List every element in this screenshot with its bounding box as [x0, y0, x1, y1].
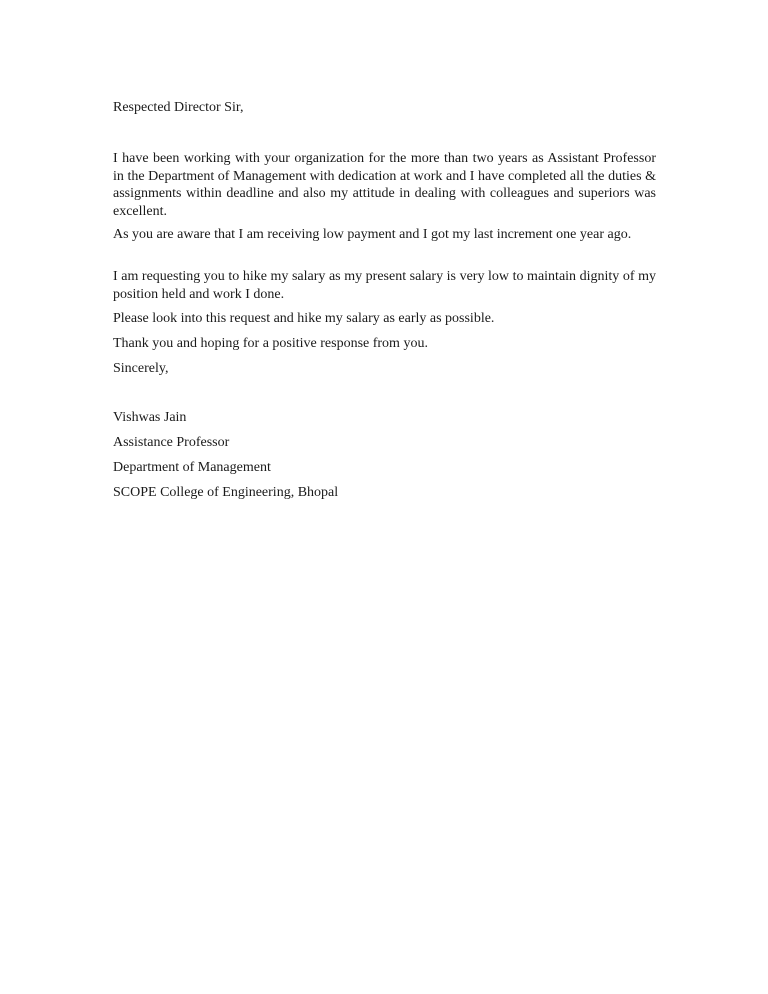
body-paragraph-2: As you are aware that I am receiving low payment and I got my last increment one year ago. [113, 227, 632, 242]
body-paragraph-1: I have been working with your organization for the more than two years as Assistant Professor in the Department of Management with dedication at work and I have completed all the duties & assignments within deadline and also my attitude in dealing with colleagues and superiors was excellent. [113, 151, 656, 219]
body-paragraph-3: I am requesting you to hike my salary as my present salary is very low to maintain dignity of my position held and work I done. [113, 269, 656, 302]
signature-department: Department of Management [113, 460, 271, 475]
signature-organization: SCOPE College of Engineering, Bhopal [113, 485, 339, 500]
body-paragraph-5: Thank you and hoping for a positive response from you. [113, 336, 428, 351]
salutation: Respected Director Sir, [113, 100, 244, 115]
closing: Sincerely, [113, 361, 169, 376]
signature-name: Vishwas Jain [113, 410, 187, 425]
body-paragraph-4: Please look into this request and hike my salary as early as possible. [113, 311, 495, 326]
signature-title: Assistance Professor [113, 435, 230, 450]
